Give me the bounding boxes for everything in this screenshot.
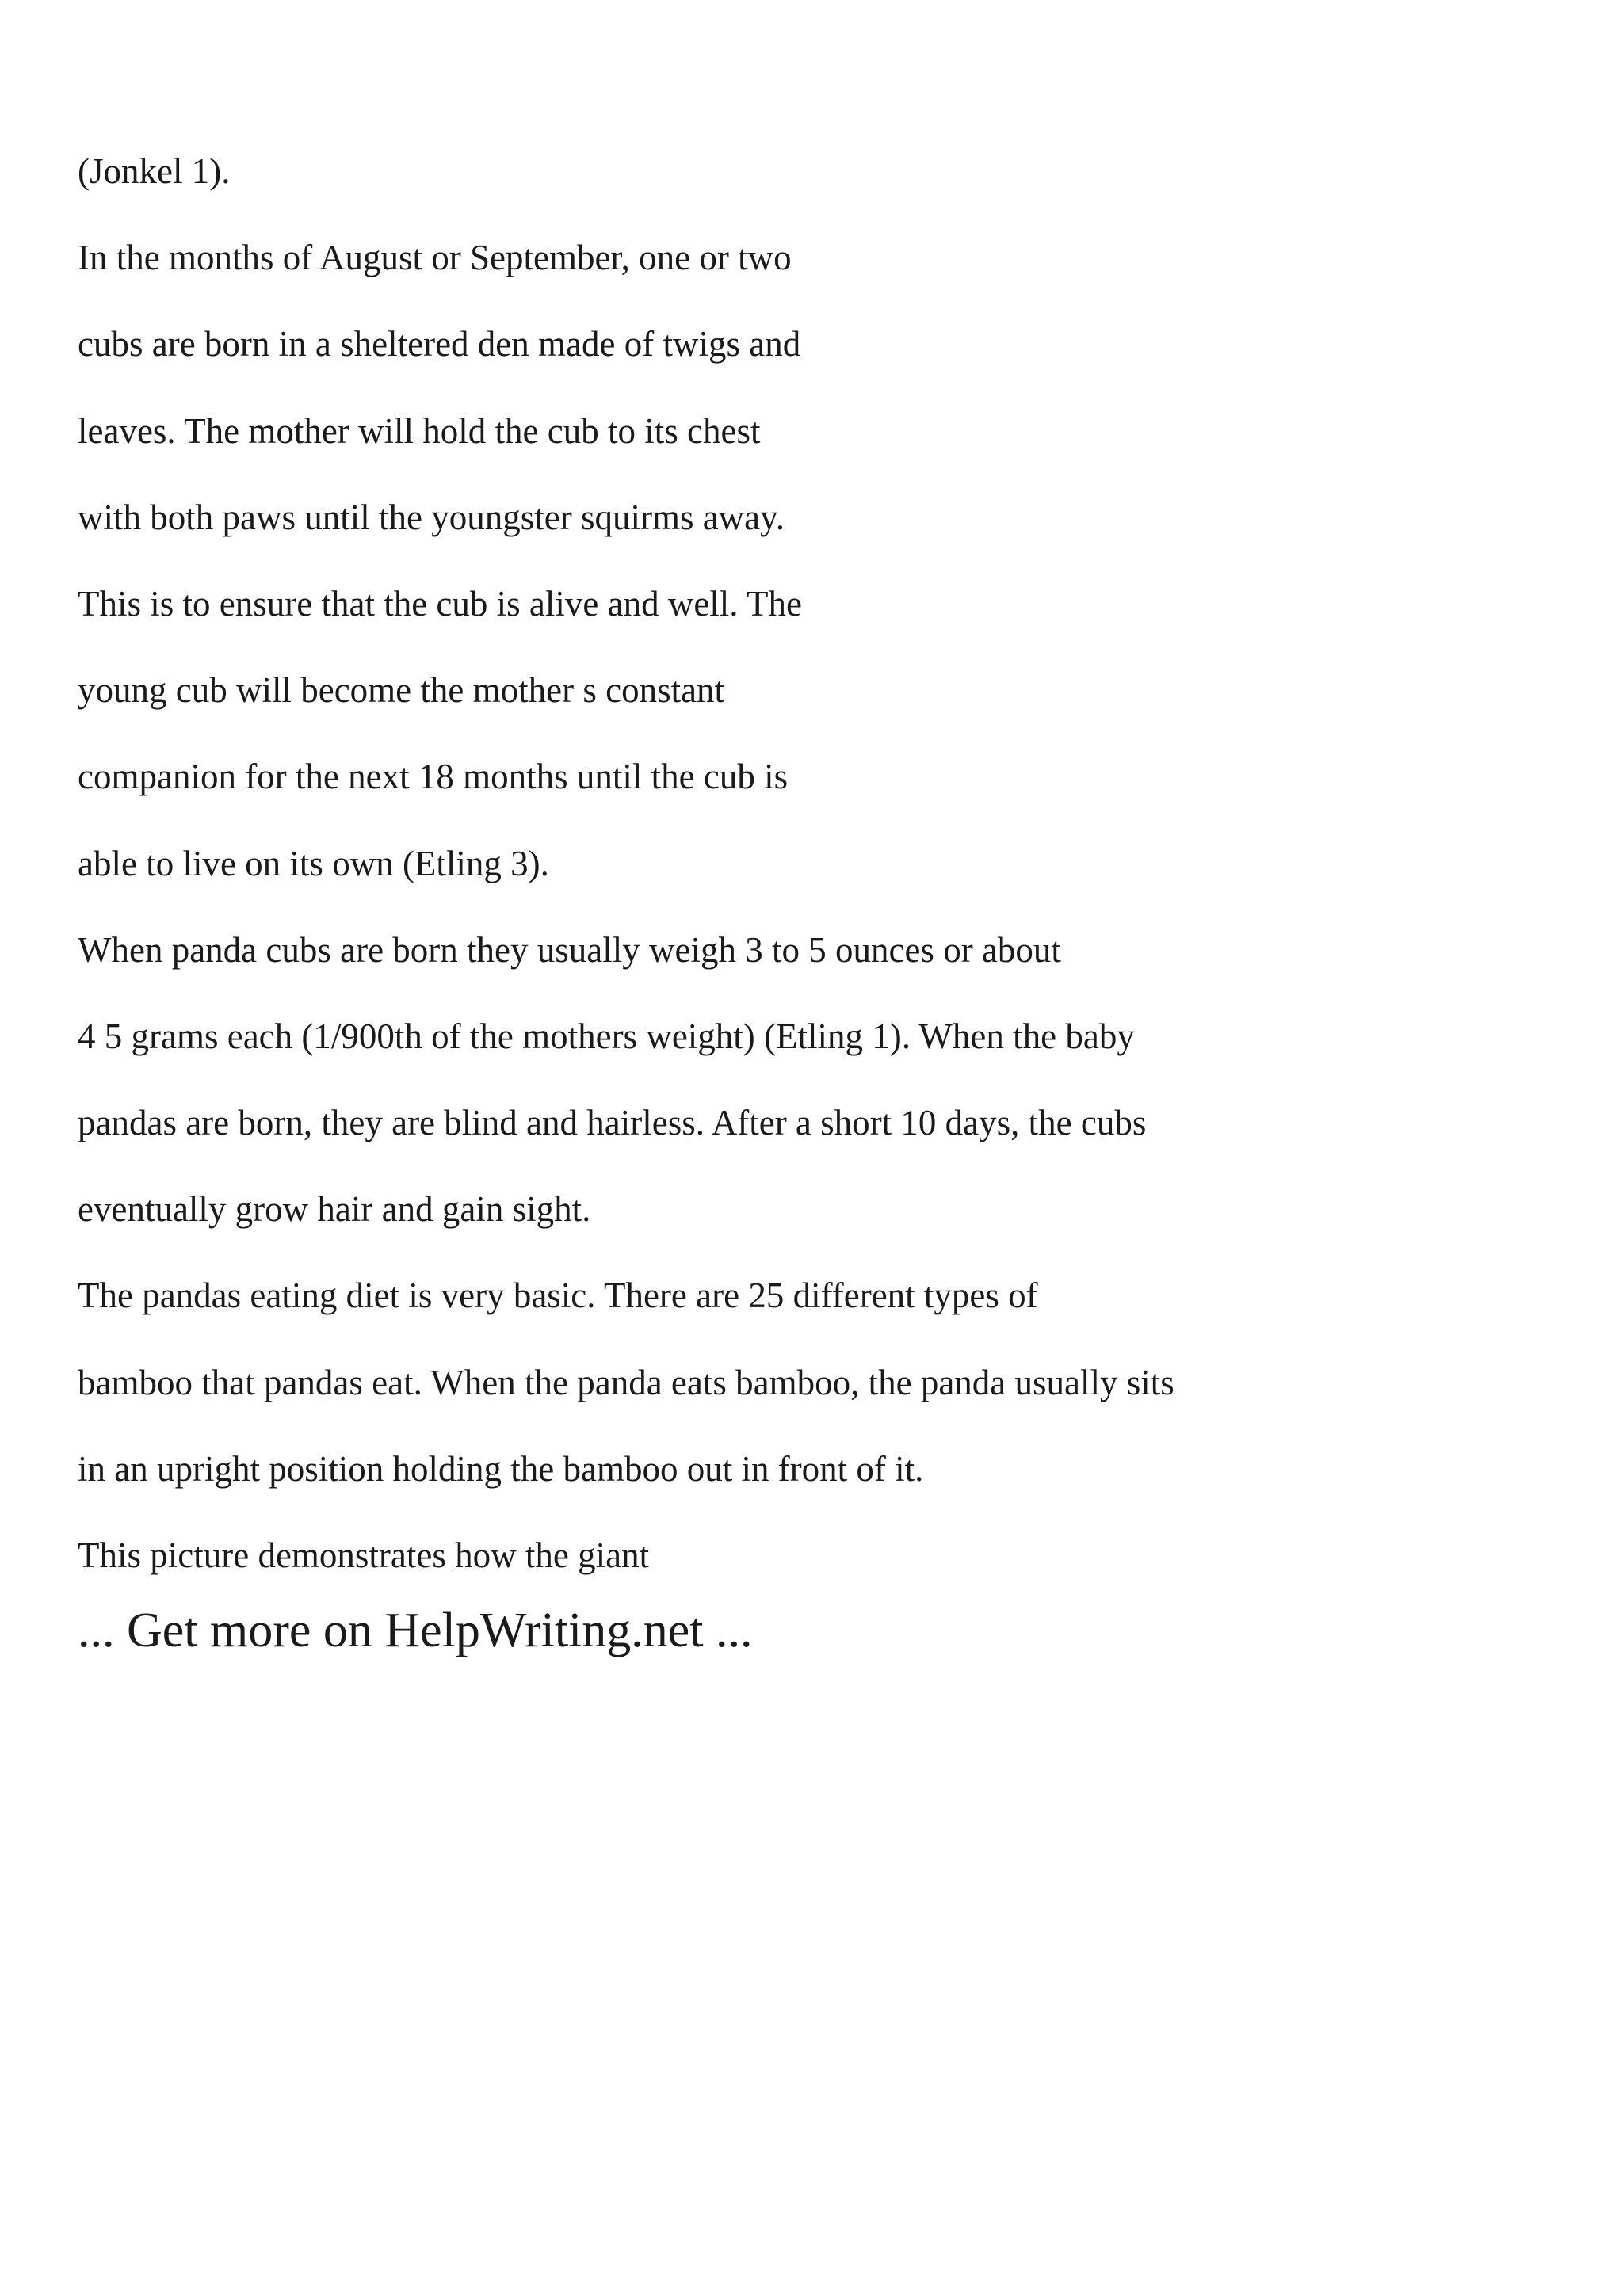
text-line: This picture demonstrates how the giant [78, 1535, 650, 1575]
text-line: young cub will become the mother s constant [78, 670, 725, 711]
text-line: with both paws until the youngster squirms away. [78, 497, 785, 537]
text-line: This is to ensure that the cub is alive and well. The [78, 583, 802, 624]
text-line: able to live on its own (Etling 3). [78, 843, 549, 883]
text-line: (Jonkel 1). [78, 151, 231, 191]
text-line: cubs are born in a sheltered den made of twigs and [78, 324, 801, 364]
text-line: 4 5 grams each (1/900th of the mothers weight) (Etling 1). When the baby [78, 1016, 1135, 1056]
text-line: leaves. The mother will hold the cub to its chest [78, 410, 761, 451]
promo-link[interactable]: ... Get more on HelpWriting.net ... [78, 1604, 753, 1657]
text-line: in an upright position holding the bamboo out in front of it. [78, 1448, 924, 1489]
text-line: When panda cubs are born they usually weigh 3 to 5 ounces or about [78, 929, 1061, 970]
text-line: In the months of August or September, one or two [78, 238, 792, 278]
text-line: pandas are born, they are blind and hairless. After a short 10 days, the cubs [78, 1103, 1147, 1143]
text-line: bamboo that pandas eat. When the panda eats bamboo, the panda usually sits [78, 1362, 1174, 1402]
text-line: companion for the next 18 months until the cub is [78, 757, 789, 797]
text-line: The pandas eating diet is very basic. There are 25 different types of [78, 1276, 1038, 1316]
body-text [78, 128, 1504, 1599]
text-line: eventually grow hair and gain sight. [78, 1189, 591, 1230]
